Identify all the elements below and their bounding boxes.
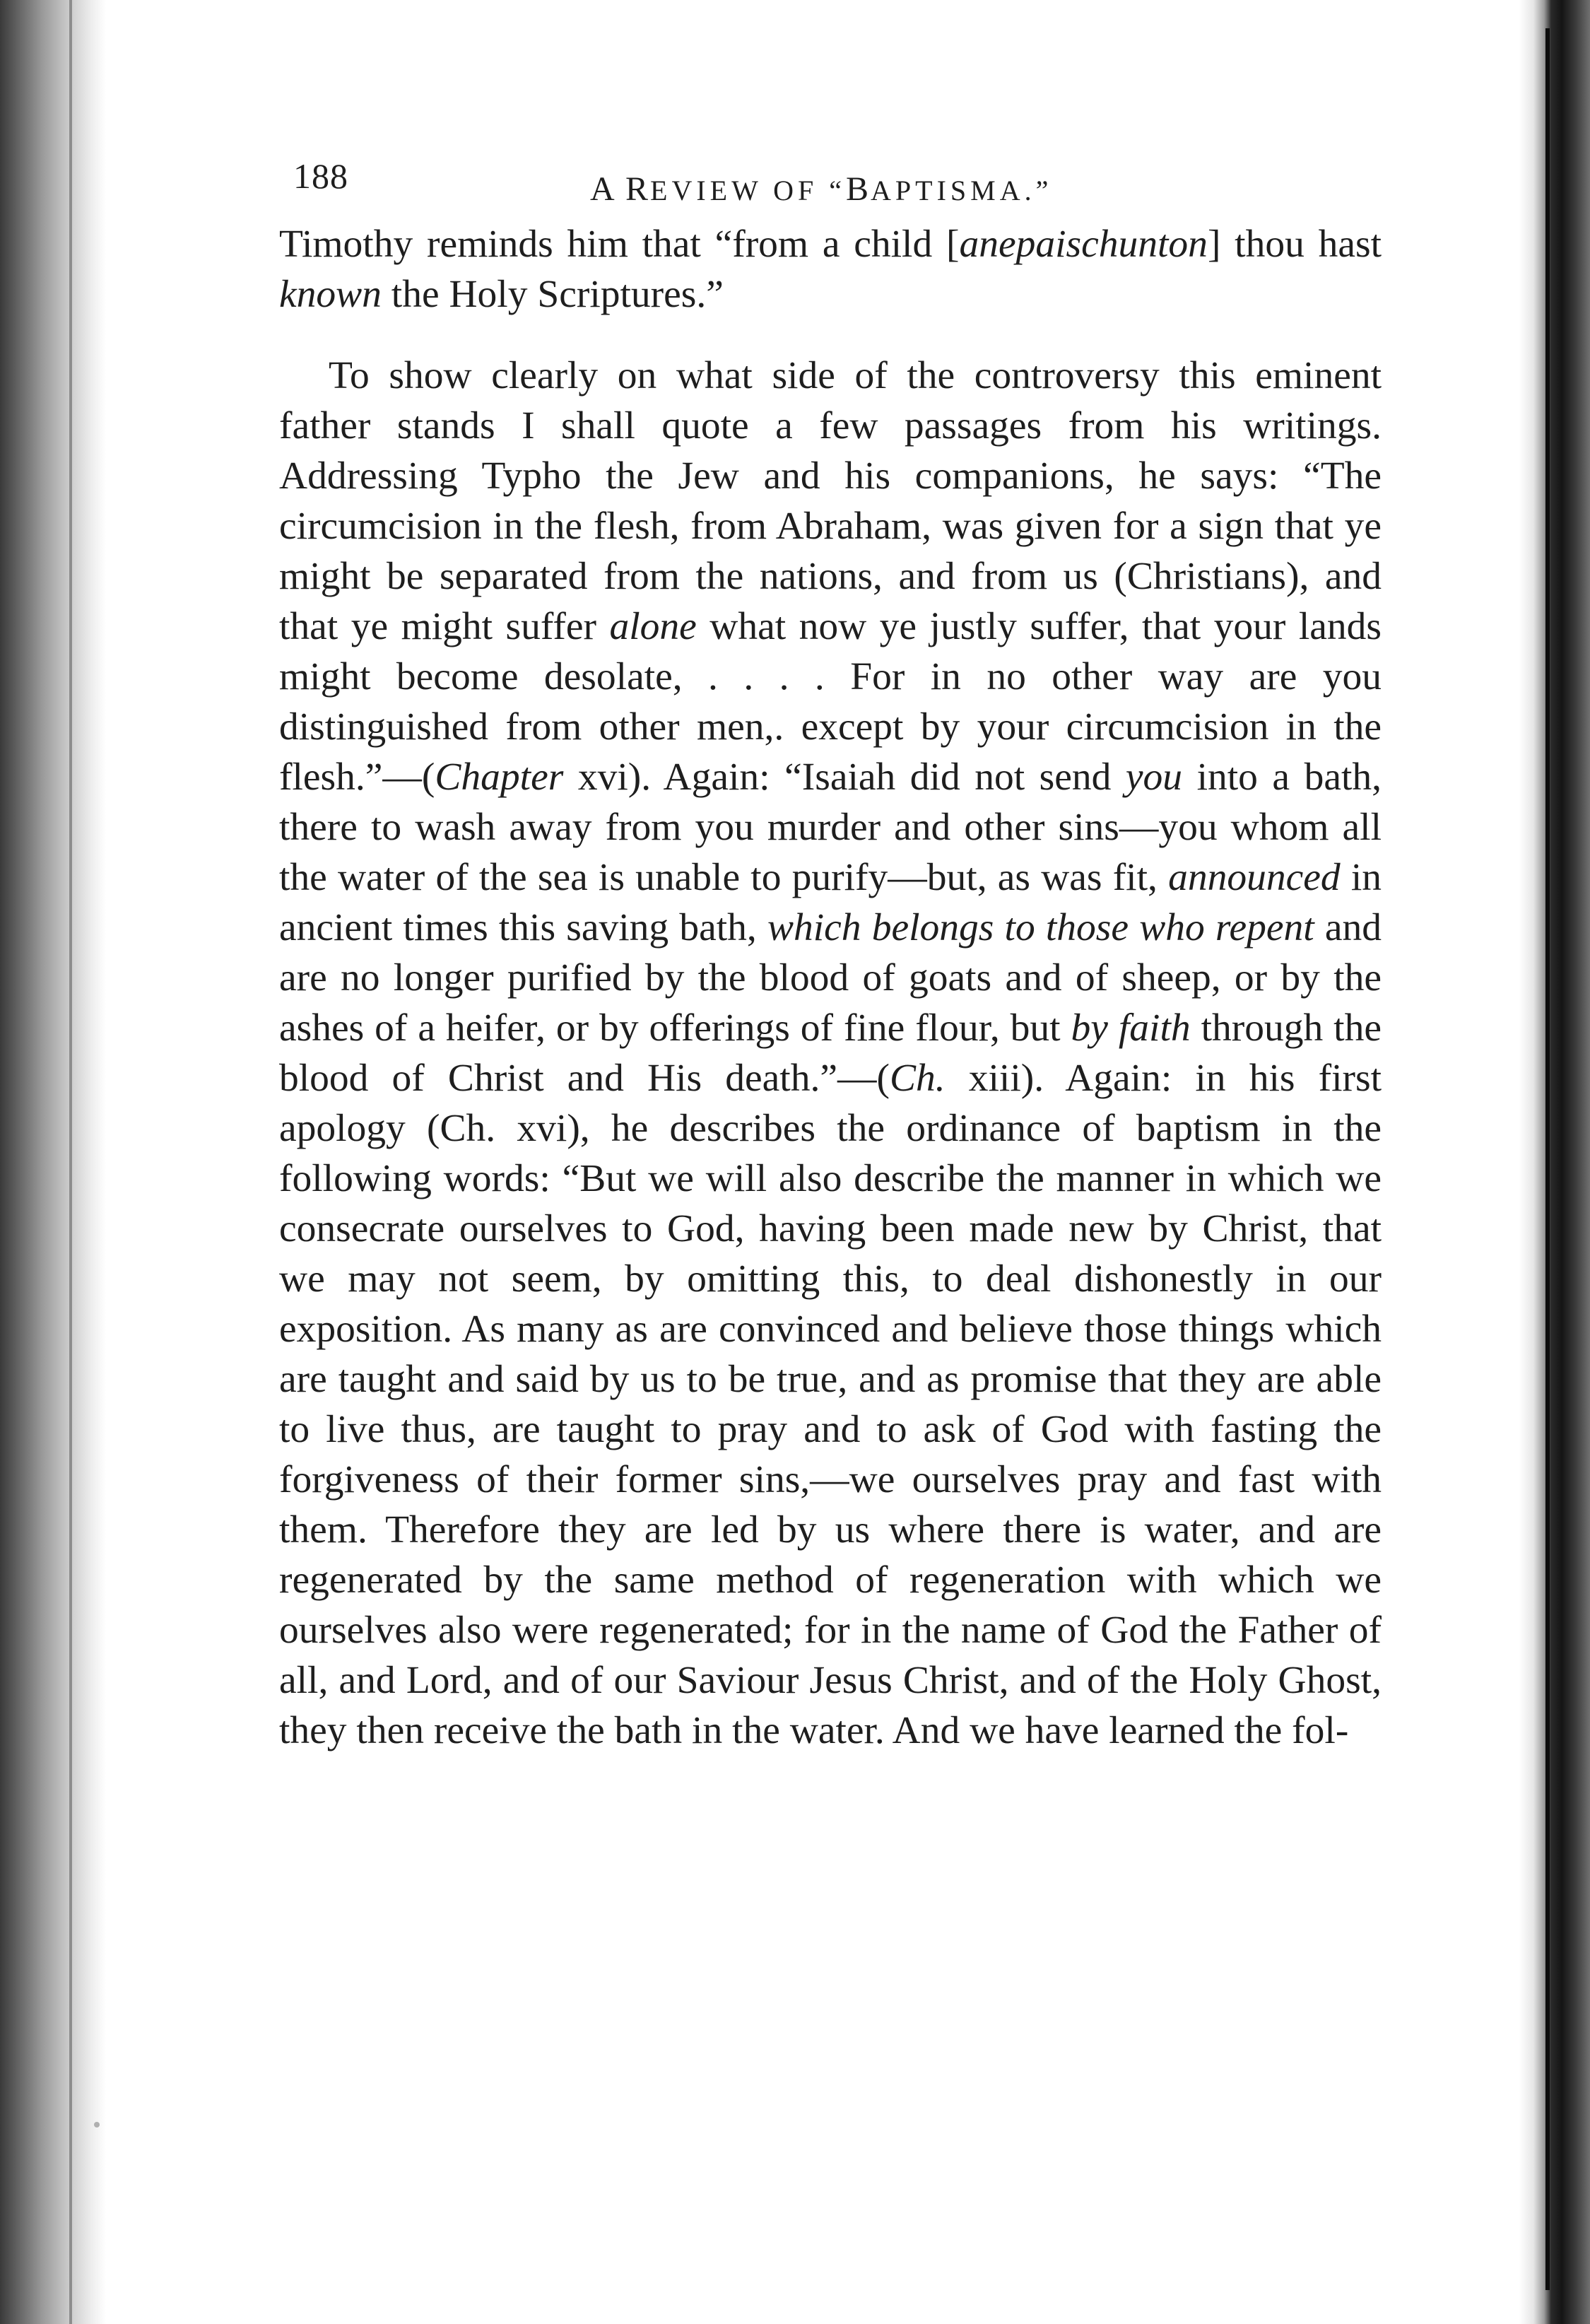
binding-fold-line — [69, 0, 72, 2324]
page-edge-line — [1545, 28, 1550, 2290]
italic-text: Chapter — [435, 756, 564, 799]
paragraph-quotations — [279, 351, 1382, 1756]
text-run: xiii). Again: in his first apology (Ch. xvi), he describes the ordinance of baptism in the following words: “But we will also describe the manner in which we consecrate ourselves to God, having been made new by Christ, that we may not seem, by omitting this, to deal dishonestly in our exposition. As many as are convinced and believe those things which are taught and said by us to be true, and as promise that they are able to live thus, are taught to pray and to ask of God with fasting the forgiveness of their former sins,—we ourselves pray and fast with them. Therefore they are led by us where there is water, and are regenerated by the same method of regeneration with which we ourselves also were regenerated; for in the name of God the Father of all, and Lord, and of our Saviour Jesus Christ, and of the Holy Ghost, they then receive the bath in the water. And we have learned the fol- — [279, 1057, 1382, 1752]
italic-text: you — [1125, 756, 1183, 799]
text-run: Timothy reminds him that “from a child [ — [279, 223, 960, 266]
scan-speck — [94, 2122, 100, 2128]
text-run: the Holy Scriptures.” — [381, 273, 724, 316]
italic-text: by faith — [1071, 1007, 1191, 1050]
italic-text: known — [279, 273, 382, 316]
text-run: through the blood of Christ and His death.”—( — [279, 1007, 1382, 1100]
book-page — [279, 141, 1382, 1756]
italic-text: anepaischunton — [959, 223, 1208, 266]
text-run: what now ye justly suffer, that your lands might become desolate, . . . . For in no other way are you distinguished from other men,. except by your circumcision in the flesh.”—( — [279, 605, 1382, 799]
text-run: To show clearly on what side of the controversy this eminent father stands I shall quote a few passages from his writings. Addressing Typho the Jew and his companions, he says: “The circumcision in the flesh, from Abraham, was given for a sign that ye might be separated from the nations, and from us (Christians), and that ye might suffer — [279, 354, 1382, 648]
page-header — [279, 141, 1382, 219]
text-run: xvi). Again: “Isaiah did not send — [563, 756, 1126, 799]
paragraph-continued — [279, 219, 1382, 319]
running-head-cap-b: B — [846, 170, 871, 208]
running-head-smallcaps-1: EVIEW OF “ — [650, 175, 847, 206]
body-text — [279, 219, 1382, 1756]
italic-text: alone — [609, 605, 697, 648]
book-binding-shadow — [0, 0, 106, 2324]
running-head — [590, 170, 1052, 209]
page-number: 188 — [293, 156, 348, 196]
italic-text: announced — [1168, 856, 1341, 899]
running-head-cap-a: A R — [590, 170, 651, 208]
text-run: and are no longer purified by the blood of goats and of sheep, or by the ashes of a heifer, or by offerings of fine flour, but — [279, 906, 1382, 1050]
page-edge-shadow — [1519, 0, 1590, 2324]
text-run: into a bath, there to wash away from you murder and other sins—you whom all the water of the sea is unable to purify—but, as was fit, — [279, 756, 1382, 899]
text-run: in ancient times this saving bath, — [279, 856, 1382, 949]
italic-text: which belongs to those who repent — [767, 906, 1314, 949]
running-head-smallcaps-2: APTISMA.” — [871, 175, 1053, 206]
italic-text: Ch. — [889, 1057, 946, 1100]
text-run: ] thou hast — [1207, 223, 1382, 266]
